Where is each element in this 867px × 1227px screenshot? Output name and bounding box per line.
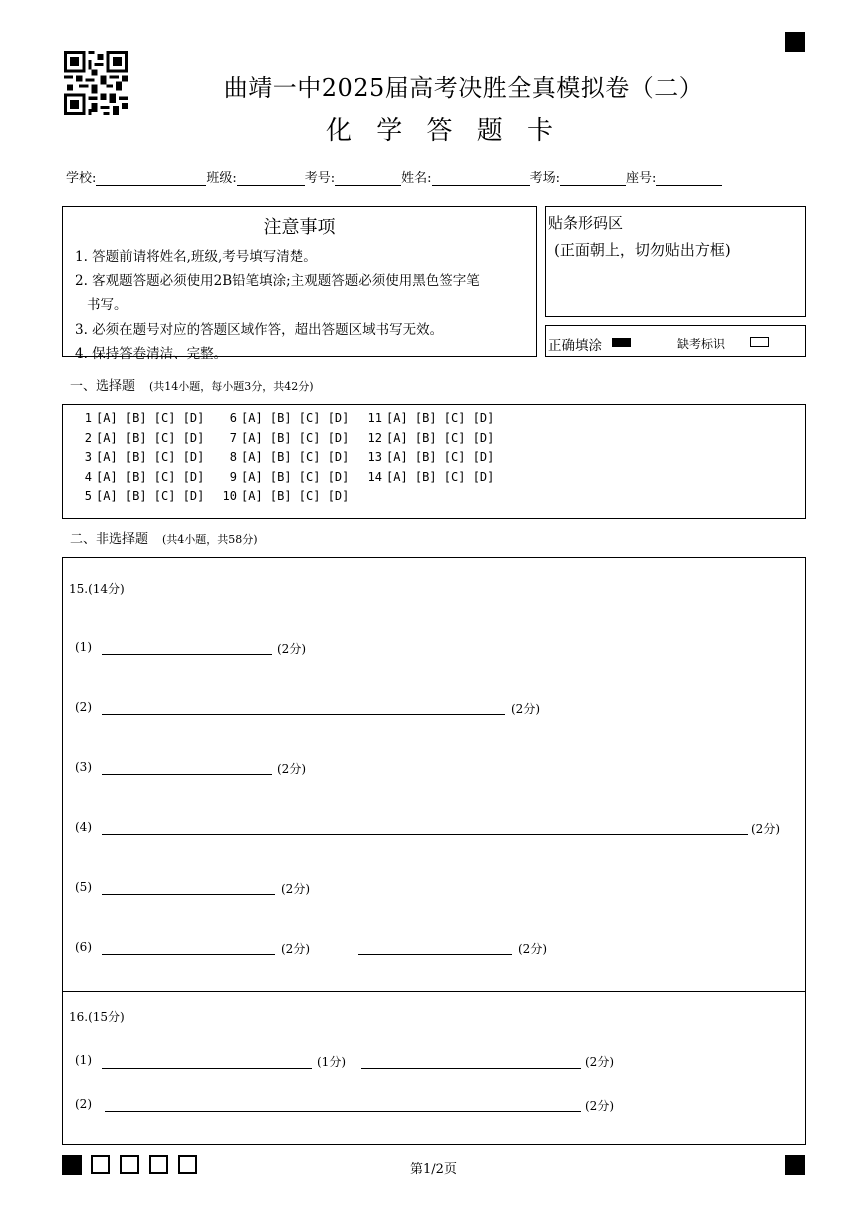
option-bubbles[interactable]: [A] [B] [C] [D] [386, 450, 495, 464]
option-bubbles[interactable]: [A] [B] [C] [D] [96, 411, 205, 425]
absent-mark-label: 缺考标识 [677, 337, 726, 351]
section1-subtitle: (共14小题，每小题3分，共42分) [149, 380, 314, 393]
question-number: 8 [229, 450, 237, 464]
question-number: 13 [367, 450, 382, 464]
q15-part5-line[interactable] [102, 894, 275, 895]
q15-part5-label: (5) [75, 880, 92, 894]
question-number: 4 [84, 469, 92, 484]
choice-row [76, 411, 511, 425]
q15-part6-line-a[interactable] [102, 954, 275, 955]
choice-question[interactable] [366, 470, 511, 484]
absent-mark-box[interactable] [750, 337, 769, 347]
seat-field[interactable] [656, 171, 722, 186]
question-number: 11 [367, 411, 382, 425]
question-number: 12 [367, 430, 382, 445]
exam-number-field[interactable] [335, 171, 401, 186]
exam-room-label: 考场: [529, 171, 560, 186]
question-number: 1 [84, 411, 92, 425]
choice-question[interactable] [366, 450, 511, 464]
choice-question[interactable] [221, 489, 366, 503]
page-number: 第1/2页 [410, 1162, 457, 1177]
choice-question[interactable] [221, 411, 366, 425]
q16-answer-box [62, 991, 806, 1145]
correct-fill-label: 正确填涂 [548, 338, 602, 354]
q15-answer-box [62, 557, 806, 992]
option-bubbles[interactable]: [A] [B] [C] [D] [96, 450, 205, 464]
option-bubbles[interactable]: [A] [B] [C] [D] [96, 489, 205, 503]
choice-question[interactable] [221, 450, 366, 464]
page-title: 曲靖一中2025届高考决胜全真模拟卷（二） [223, 74, 704, 102]
page-subtitle: 化 学 答 题 卡 [325, 116, 562, 146]
fill-legend [545, 325, 806, 357]
choice-question[interactable] [221, 470, 366, 484]
correct-fill-sample [612, 338, 631, 347]
class-label: 班级: [206, 171, 237, 186]
choice-question[interactable] [76, 411, 221, 425]
q15-part1-label: (1) [75, 640, 92, 654]
choice-row [76, 450, 511, 464]
q15-part6-score-a: (2分) [281, 942, 310, 956]
barcode-note: (正面朝上，切勿贴出方框) [554, 241, 731, 259]
section2-title [70, 528, 258, 547]
section1-title [70, 375, 314, 394]
q15-part3-line[interactable] [102, 774, 272, 775]
choice-question[interactable] [366, 411, 511, 425]
question-number: 2 [84, 430, 92, 445]
question-number: 9 [229, 469, 237, 484]
notice-item-1: 1. 答题前请将姓名,班级,考号填写清楚。 [75, 249, 317, 265]
q16-part1-label: (1) [75, 1053, 92, 1067]
q16-part2-score: (2分) [585, 1099, 614, 1113]
q16-part1-line-a[interactable] [102, 1068, 312, 1069]
q15-part2-line[interactable] [102, 714, 505, 715]
section2-title-text: 二、非选择题 [70, 532, 149, 547]
class-field[interactable] [237, 171, 305, 186]
question-number: 6 [229, 411, 237, 425]
question-number: 5 [84, 489, 92, 503]
q15-part6-line-b[interactable] [358, 954, 512, 955]
choice-question[interactable] [221, 431, 366, 445]
question-number: 3 [84, 450, 92, 464]
choice-question[interactable] [76, 470, 221, 484]
q16-header: 16.(15分) [69, 1010, 125, 1024]
q15-header: 15.(14分) [69, 582, 125, 596]
option-bubbles[interactable]: [A] [B] [C] [D] [241, 469, 350, 484]
choice-row [76, 431, 511, 445]
option-bubbles[interactable]: [A] [B] [C] [D] [241, 489, 350, 503]
section1-title-text: 一、选择题 [70, 379, 136, 394]
option-bubbles[interactable]: [A] [B] [C] [D] [241, 430, 350, 445]
notice-title: 注意事项 [263, 217, 336, 238]
notice-item-2-cont: 书写。 [87, 297, 128, 313]
option-bubbles[interactable]: [A] [B] [C] [D] [241, 450, 350, 464]
choice-row [76, 489, 511, 503]
choice-row [76, 470, 511, 484]
notice-box [62, 206, 537, 362]
option-bubbles[interactable]: [A] [B] [C] [D] [96, 469, 205, 484]
exam-number-label: 考号: [304, 171, 336, 186]
q16-part1-score-a: (1分) [317, 1055, 346, 1069]
name-label: 姓名: [401, 171, 432, 186]
q15-part2-score: (2分) [511, 702, 540, 716]
choice-question[interactable] [366, 431, 511, 445]
choice-question[interactable] [76, 489, 221, 503]
option-bubbles[interactable]: [A] [B] [C] [D] [386, 469, 495, 484]
barcode-title: 贴条形码区 [548, 214, 624, 232]
q15-part4-label: (4) [75, 820, 92, 834]
option-bubbles[interactable]: [A] [B] [C] [D] [96, 430, 205, 445]
school-field[interactable] [96, 171, 206, 186]
student-info-row [66, 167, 722, 186]
school-label: 学校: [66, 171, 97, 186]
q16-part2-label: (2) [75, 1097, 92, 1111]
q15-part6-score-b: (2分) [518, 942, 547, 956]
q16-part2-line[interactable] [105, 1111, 581, 1112]
q16-part1-score-b: (2分) [585, 1055, 614, 1069]
q15-part2-label: (2) [75, 700, 92, 714]
notice-item-4: 4. 保持答卷清洁、完整。 [75, 346, 228, 362]
option-bubbles[interactable]: [A] [B] [C] [D] [386, 430, 495, 445]
q15-part3-label: (3) [75, 760, 92, 774]
exam-room-field[interactable] [560, 171, 626, 186]
seat-label: 座号: [625, 171, 657, 186]
question-number: 14 [367, 469, 382, 484]
corner-mark-top-right [785, 32, 805, 52]
section2-subtitle: (共4小题，共58分) [162, 533, 258, 546]
q15-part3-score: (2分) [277, 762, 306, 776]
q16-part1-line-b[interactable] [361, 1068, 581, 1069]
q15-part4-line[interactable] [102, 834, 748, 835]
option-bubbles[interactable]: [A] [B] [C] [D] [386, 411, 495, 425]
question-number: 7 [229, 430, 237, 445]
name-field[interactable] [432, 171, 530, 186]
choice-question[interactable] [76, 431, 221, 445]
notice-item-2: 2. 客观题答题必须使用2B铅笔填涂;主观题答题必须使用黑色签字笔 [75, 273, 480, 289]
option-bubbles[interactable]: [A] [B] [C] [D] [241, 411, 350, 425]
q15-part6-label: (6) [75, 940, 92, 954]
notice-item-3: 3. 必须在题号对应的答题区域作答，超出答题区域书写无效。 [75, 322, 444, 338]
barcode-area [545, 206, 806, 317]
choice-question[interactable] [76, 450, 221, 464]
choice-answer-box [62, 404, 806, 519]
q15-part1-score: (2分) [277, 642, 306, 656]
question-number: 10 [222, 489, 237, 503]
q15-part5-score: (2分) [281, 882, 310, 896]
q15-part1-line[interactable] [102, 654, 272, 655]
q15-part4-score: (2分) [751, 822, 780, 836]
